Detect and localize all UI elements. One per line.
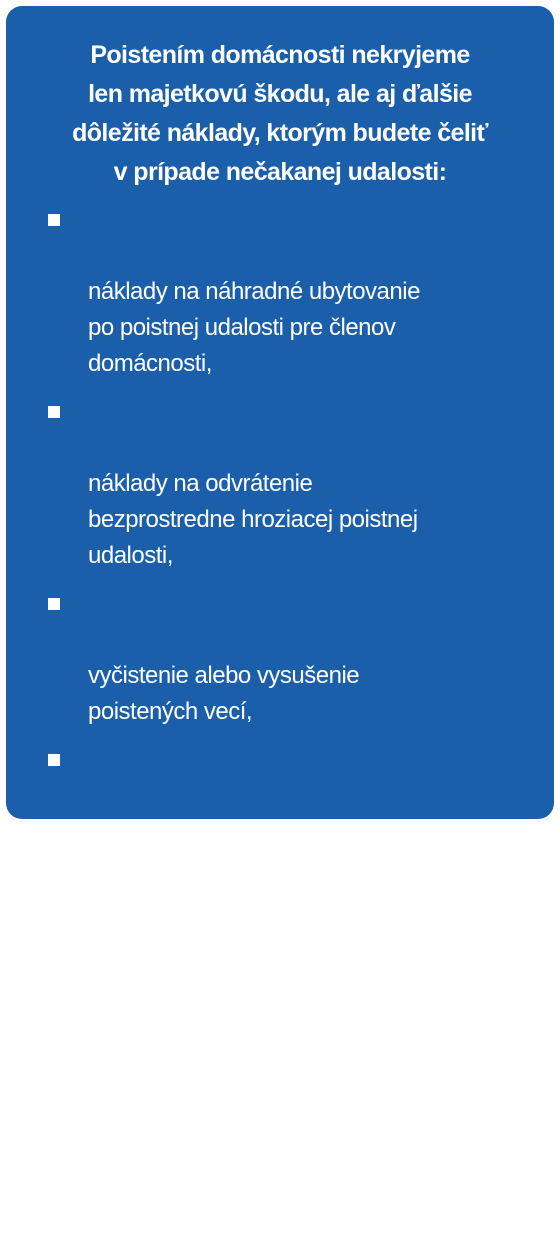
- square-bullet-icon: [48, 406, 60, 418]
- square-bullet-icon: [48, 214, 60, 226]
- list-item: [38, 742, 522, 922]
- list-item-text: vyčistenie alebo vysušenie poistených vecí,: [88, 662, 360, 725]
- list-item-text: náklady na skladovanie poistených vecí v prenajatých priestoroch po poistnej udalosti,: [88, 818, 443, 917]
- square-bullet-icon: [48, 598, 60, 610]
- list-item-text: náklady na výmenu vložky zámky vstupných dverí do miesta poistenia.: [88, 1166, 459, 1229]
- list-item: [38, 394, 522, 574]
- list-item: [38, 586, 522, 730]
- list-item: [38, 1090, 522, 1234]
- info-panel: [6, 6, 554, 1229]
- cost-list: [38, 202, 522, 1234]
- list-item-text: náklady na náhradné ubytovanie po poistnej udalosti pre členov domácnosti,: [88, 278, 420, 377]
- list-item: [38, 202, 522, 382]
- list-item: [38, 934, 522, 1078]
- square-bullet-icon: [48, 754, 60, 766]
- panel-heading: Poistením domácnosti nekryjeme len majetkovú škodu, ale aj ďalšie dôležité náklady, ktorým budete čeliť v prípade nečakanej udalosti:: [72, 41, 488, 186]
- list-item-text: náklady na odvrátenie bezprostredne hroziacej poistnej udalosti,: [88, 470, 418, 569]
- square-bullet-icon: [48, 946, 60, 958]
- list-item-text: náklady na liečenie a pohreb domácich zvierat,: [88, 1010, 380, 1073]
- square-bullet-icon: [48, 1102, 60, 1114]
